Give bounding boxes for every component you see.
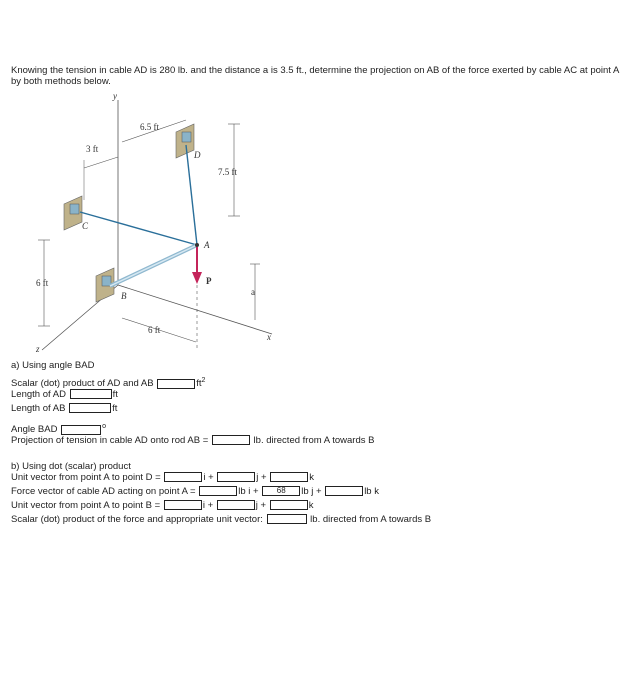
force-j-input[interactable]: 68 (262, 486, 300, 496)
dot-product-unit: ft (196, 378, 202, 390)
unit-ad-row (11, 472, 314, 483)
dim-a: a (251, 287, 255, 297)
length-ad-label: Length of AD (11, 389, 66, 400)
force-row (11, 486, 379, 497)
length-ab-row (11, 403, 117, 414)
unit-ab-row (11, 500, 313, 511)
projection-row (11, 435, 374, 446)
bracket-c-plate (70, 204, 79, 214)
length-ad-input[interactable] (70, 389, 112, 399)
point-b-label: B (121, 291, 127, 301)
unit-ab-i: i + (202, 500, 214, 511)
unit-ad-j: j + (256, 472, 267, 483)
point-d-label: D (194, 150, 201, 160)
part-b-heading: b) Using dot (scalar) product (11, 461, 131, 472)
projection-label: Projection of tension in cable AD onto rod AB = (11, 435, 209, 446)
y-axis-label: y (113, 91, 117, 101)
dim-6-ft-left: 6 ft (36, 278, 49, 288)
dim-3-ft: 3 ft (86, 144, 99, 154)
part-a-heading: a) Using angle BAD (11, 360, 95, 371)
force-k: lb k (364, 486, 379, 497)
force-i: lb i + (238, 486, 259, 497)
length-ab-unit: ft (112, 403, 118, 414)
dim-6-5-ft: 6.5 ft (140, 122, 159, 132)
dim-6-ft-bottom: 6 ft (148, 325, 161, 335)
dot-product-label: Scalar (dot) product of AD and AB (11, 378, 154, 390)
z-axis-label: z (36, 344, 40, 354)
unit-ad-j-input[interactable] (217, 472, 255, 482)
force-label: Force vector of cable AD acting on point A = (11, 486, 196, 497)
length-ad-unit: ft (112, 389, 118, 400)
point-a-label: A (204, 240, 210, 250)
length-ab-label: Length of AB (11, 403, 66, 414)
length-ab-input[interactable] (69, 403, 111, 413)
dot-product-input[interactable] (157, 379, 195, 389)
force-i-input[interactable] (199, 486, 237, 496)
x-axis-label: x (267, 332, 271, 342)
projection-suffix: lb. directed from A towards B (253, 435, 375, 446)
force-p-arrowhead (192, 272, 202, 284)
scalar-input[interactable] (267, 514, 307, 524)
unit-ad-i: i + (203, 472, 214, 483)
unit-ab-label: Unit vector from point A to point B = (11, 500, 161, 511)
projection-input[interactable] (212, 435, 250, 445)
cable-ad (186, 145, 197, 245)
length-ad-row (11, 389, 118, 400)
unit-ad-k-input[interactable] (270, 472, 308, 482)
force-p-label: P (206, 276, 212, 286)
dot-product-row: Scalar (dot) product of AD and AB $ft^2$ (11, 377, 206, 390)
problem-statement: Knowing the tension in cable AD is 280 lb. and the distance a is 3.5 ft., determine the projection on AB of the force exerted by cable AC at point A by both methods below. (11, 65, 619, 87)
scalar-suffix: lb. directed from A towards B (310, 514, 432, 525)
bracket-d-plate (182, 132, 191, 142)
unit-ab-j: j + (255, 500, 267, 511)
dim-7-5-ft: 7.5 ft (218, 167, 237, 177)
angle-label: Angle BAD (11, 424, 58, 436)
point-a (195, 243, 199, 247)
unit-ab-i-input[interactable] (164, 500, 202, 510)
unit-ad-k: k (309, 472, 314, 483)
scalar-row (11, 514, 431, 525)
unit-ad-i-input[interactable] (164, 472, 202, 482)
unit-ad-label: Unit vector from point A to point D = (11, 472, 161, 483)
x-axis (118, 285, 272, 334)
force-k-input[interactable] (325, 486, 363, 496)
unit-ab-k-input[interactable] (270, 500, 308, 510)
point-c-label: C (82, 221, 89, 231)
angle-row (11, 421, 106, 435)
cable-ac (80, 212, 197, 245)
scalar-label: Scalar (dot) product of the force and appropriate unit vector: (11, 514, 263, 525)
angle-input[interactable] (61, 425, 101, 435)
force-j: lb j + (301, 486, 322, 497)
unit-ab-j-input[interactable] (217, 500, 255, 510)
unit-ab-k: k (308, 500, 314, 511)
angle-unit: o (102, 423, 107, 430)
